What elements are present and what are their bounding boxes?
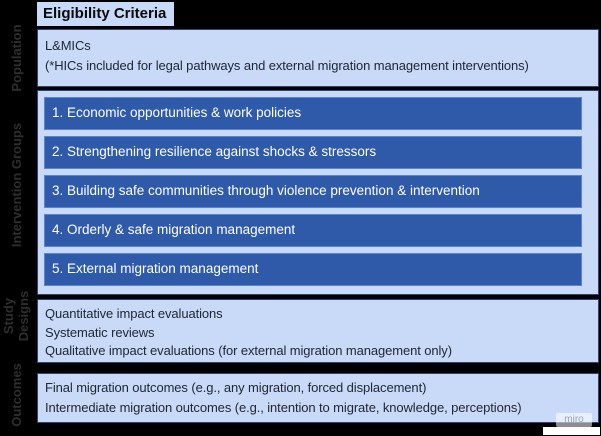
intervention-groups-box <box>37 90 599 295</box>
intervention-bar-1: 1. Economic opportunities & work policies <box>44 97 582 130</box>
outcomes-box <box>37 373 599 423</box>
sidebar-label-study-designs: Study Designs <box>1 290 31 342</box>
bottom-right-white-bar <box>543 427 600 435</box>
study-design-line-3: Qualitative impact evaluations (for external migration management only) <box>45 343 452 358</box>
outcomes-line-1: Final migration outcomes (e.g., any migration, forced displacement) <box>45 380 427 395</box>
population-box <box>37 29 599 87</box>
population-line-2: (*HICs included for legal pathways and external migration management interventions) <box>45 58 529 73</box>
sidebar-label-population: Population <box>8 24 24 92</box>
study-design-line-1: Quantitative impact evaluations <box>45 306 223 321</box>
sidebar-label-intervention-groups: Intervention Groups <box>8 122 24 248</box>
study-designs-box <box>37 299 599 363</box>
study-design-line-2: Systematic reviews <box>45 324 155 340</box>
population-line-1: L&MICs <box>45 38 91 53</box>
sidebar-label-outcomes: Outcomes <box>8 363 24 427</box>
intervention-bar-3: 3. Building safe communities through violence prevention & intervention <box>44 175 582 208</box>
intervention-bar-2: 2. Strengthening resilience against shocks & stressors <box>44 136 582 169</box>
miro-watermark: miro <box>556 413 592 427</box>
outcomes-line-2: Intermediate migration outcomes (e.g., intention to migrate, knowledge, perceptions) <box>45 399 522 415</box>
intervention-bar-4: 4. Orderly & safe migration management <box>44 214 582 247</box>
page-title: Eligibility Criteria <box>37 2 174 26</box>
intervention-bar-5: 5. External migration management <box>44 253 582 286</box>
